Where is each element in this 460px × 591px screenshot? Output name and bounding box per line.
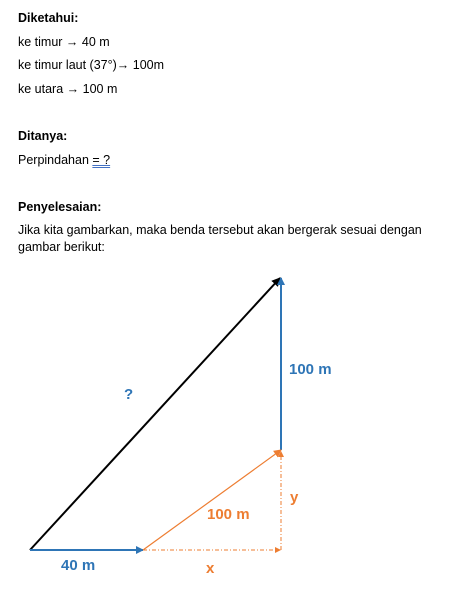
solution-paragraph: Jika kita gambarkan, maka benda tersebut akan bergerak sesuai dengan gambar berikut: xyxy=(18,223,422,254)
known-item-east: ke timur → 40 m xyxy=(18,35,110,49)
y-component-label: y xyxy=(290,489,299,506)
known-item-northeast: ke timur laut (37°)→ 100m xyxy=(18,58,165,72)
asked-text: Perpindahan xyxy=(18,153,93,167)
northeast-vector xyxy=(143,450,281,550)
north-vector-label: 100 m xyxy=(289,361,332,378)
known-item-north: ke utara → 100 m xyxy=(18,82,118,96)
solution-heading: Penyelesaian: xyxy=(18,200,102,214)
asked-heading: Ditanya: xyxy=(18,129,68,143)
east-vector-label: 40 m xyxy=(61,557,96,574)
x-component-label: x xyxy=(206,560,215,577)
known-heading: Diketahui: xyxy=(18,11,79,25)
resultant-label: ? xyxy=(124,386,134,403)
northeast-vector-label: 100 m xyxy=(207,506,250,523)
asked-underlined: = ? xyxy=(92,153,111,167)
